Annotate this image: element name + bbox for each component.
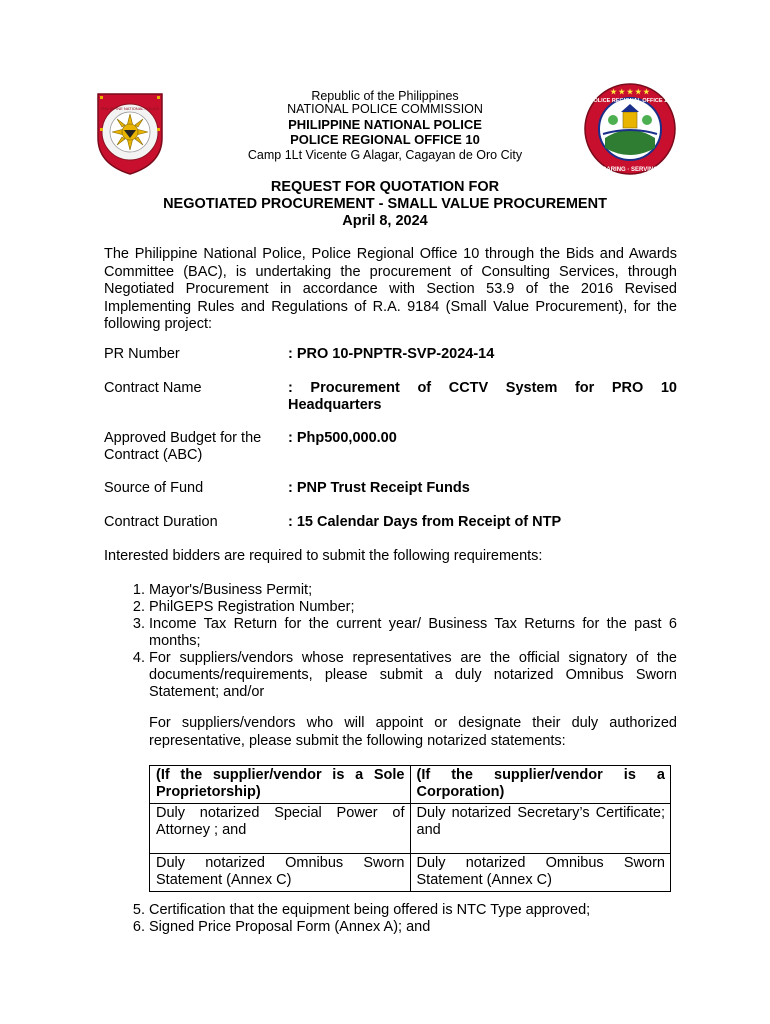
requirements-intro: Interested bidders are required to submit the following requirements:: [104, 548, 543, 564]
header-address: Camp 1Lt Vicente G Alagar, Cagayan de Oro City: [247, 148, 523, 162]
table-row: [150, 854, 671, 892]
table-cell: Duly notarized Special Power of Attorney ; and: [150, 804, 411, 854]
pr-number-value: : PRO 10-PNPTR-SVP-2024-14: [288, 346, 495, 362]
notarized-statements-table: [149, 765, 671, 892]
source-of-fund-label: Source of Fund: [104, 480, 204, 496]
authorized-note: For suppliers/vendors who will appoint or designate their duly authorized representative, please submit the following notarized statements:: [149, 715, 677, 749]
table-cell: Duly notarized Secretary’s Certificate; and: [410, 804, 671, 854]
contract-duration-value: : 15 Calendar Days from Receipt of NTP: [288, 514, 562, 530]
svg-text:CARING · SERVING: CARING · SERVING: [602, 167, 658, 173]
list-item: 4. For suppliers/vendors whose representatives are the official signatory of the documents/requirements, please submit a duly notarized Omnibus Sworn Statement; and/or: [132, 650, 677, 700]
list-item: 2. PhilGEPS Registration Number;: [132, 599, 355, 615]
doc-date: April 8, 2024: [342, 213, 428, 229]
abc-label: Approved Budget for the Contract (ABC): [104, 430, 262, 463]
source-of-fund-value: : PNP Trust Receipt Funds: [288, 480, 470, 496]
requirements-list-continued: [104, 902, 677, 936]
list-item: 1. Mayor's/Business Permit;: [132, 582, 313, 598]
header-republic: Republic of the Philippines: [311, 89, 459, 103]
pr-number-label: PR Number: [104, 346, 180, 362]
doc-title-line2: NEGOTIATED PROCUREMENT - SMALL VALUE PROCUREMENT: [163, 196, 607, 212]
table-header-corporation: (If the supplier/vendor is a Corporation): [410, 766, 671, 804]
list-item: 5. Certification that the equipment being offered is NTC Type approved;: [132, 902, 591, 918]
svg-text:★ ★ ★ ★ ★: ★ ★ ★ ★ ★: [610, 89, 650, 96]
table-cell: Duly notarized Omnibus Sworn Statement (Annex C): [410, 854, 671, 892]
header-napolcom: NATIONAL POLICE COMMISSION: [287, 102, 483, 116]
intro-paragraph: The Philippine National Police, Police Regional Office 10 through the Bids and Awards Committee (BAC), is undertaking the procurement of Consulting Services, through Negotiated Procurement in accordance with Section 53.9 of the 2016 Revised Implementing Rules and Regulations of R.A. 9184 (Small Value Procurement), for the following project:: [104, 246, 677, 332]
requirements-list: [104, 582, 677, 701]
contract-name-value: : Procurement of CCTV System for PRO 10 Headquarters: [288, 380, 677, 413]
abc-value: : Php500,000.00: [288, 430, 397, 446]
table-header-sole-proprietorship: (If the supplier/vendor is a Sole Proprietorship): [150, 766, 411, 804]
list-item: 6. Signed Price Proposal Form (Annex A); and: [132, 919, 431, 935]
table-row: [150, 804, 671, 854]
doc-title-line1: REQUEST FOR QUOTATION FOR: [270, 179, 500, 195]
table-cell: Duly notarized Omnibus Sworn Statement (Annex C): [150, 854, 411, 892]
header-pro10: POLICE REGIONAL OFFICE 10: [290, 132, 480, 147]
table-row: [150, 766, 671, 804]
list-item: 3. Income Tax Return for the current year/ Business Tax Returns for the past 6 months;: [132, 616, 677, 649]
contract-name-label: Contract Name: [104, 380, 202, 396]
left-logo-text: PHILIPPINE NATIONAL POLICE: [100, 106, 160, 111]
right-logo-text: POLICE REGIONAL OFFICE 10: [589, 98, 671, 104]
header-pnp: PHILIPPINE NATIONAL POLICE: [288, 117, 482, 132]
contract-duration-label: Contract Duration: [104, 514, 218, 530]
